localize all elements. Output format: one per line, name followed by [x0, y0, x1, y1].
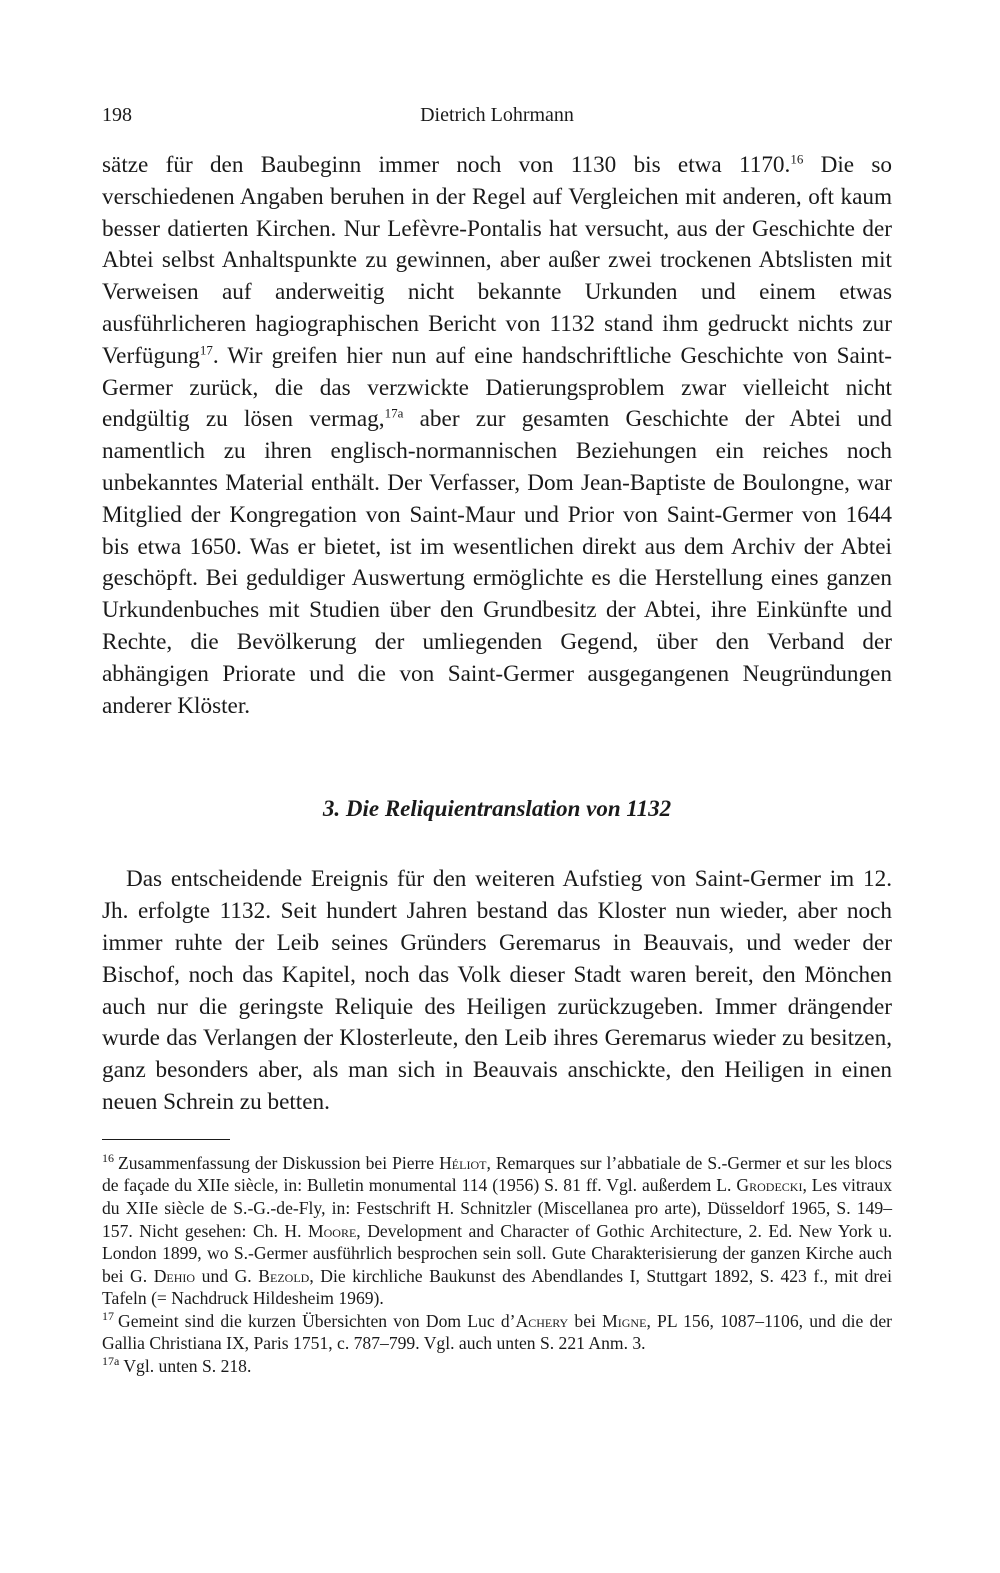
paragraph-text: . Wir greifen hier nun auf eine handschriftliche Geschichte von Saint-Germer zurück, die das verzwickte Datierungsproblem zwar vielleicht nicht endgültig zu lösen vermag, — [102, 342, 892, 433]
author-name: Achery — [515, 1310, 569, 1331]
footnote-divider — [102, 1139, 230, 1140]
author-name: Grodecki — [736, 1175, 803, 1196]
footnote-text: bei — [568, 1310, 603, 1331]
footnote-17a — [102, 1355, 892, 1378]
footnote-17 — [102, 1310, 892, 1355]
section-heading: 3. Die Reliquientranslation von 1132 — [322, 796, 672, 822]
footnote-text: , PL 156, 1087–1106, und die der Gallia Christiana IX, Paris 1751, c. 787–799. Vgl. auch unten S. 221 Anm. 3. — [102, 1310, 892, 1354]
footnote-mark: 17a — [102, 1354, 120, 1369]
footnote-text: Zusammenfassung der Diskussion bei Pierre — [118, 1152, 440, 1173]
footnote-text: und G. — [195, 1265, 259, 1286]
book-page — [102, 100, 892, 1378]
footnote-mark: 17 — [102, 1309, 114, 1324]
footnote-mark: 16 — [102, 1150, 114, 1165]
footnote-text: Vgl. unten S. 218. — [123, 1356, 252, 1377]
footnote-text: , Les vitraux du XIIe siècle de S.-G.-de-Fly, in: Festschrift H. Schnitzler (Miscellanea pro arte), Düsseldorf 1965, S. 149–157. Nicht gesehen: Ch. H. — [102, 1175, 892, 1241]
paragraph-text: aber zur gesamten Geschichte der Abtei und namentlich zu ihren englisch-normannischen Beziehungen ein reiches noch unbekanntes Material enthält. Der Verfasser, Dom Jean-Baptiste de Boulongne, war Mitglied der Kongregation von Saint-Maur und Prior von Saint-Germer von 1644 bis etwa 1650. Was er bietet, ist im wesentlichen direkt aus dem Archiv der Abtei geschöpft. Bei geduldiger Auswertung ermöglichte es die Herstellung eines ganzen Urkundenbuches mit Studien über den Grundbesitz der Abtei, ihre Einkünfte und Rechte, die Bevölkerung der umliegenden Gegend, über den Verband der abhängigen Priorate und die von Saint-Germer ausgegangenen Neugründungen anderer Klöster. — [102, 406, 892, 719]
author-name: Bezold — [258, 1265, 310, 1286]
author-name: Migne — [602, 1310, 647, 1331]
footnote-text: , Die kirchliche Baukunst des Abendlandes I, Stuttgart 1892, S. 423 f., mit drei Tafeln (= Nachdruck Hildesheim 1969). — [102, 1265, 892, 1309]
paragraph-text: sätze für den Baubeginn immer noch von 1130 bis etwa 1170. — [102, 152, 791, 178]
running-head — [102, 100, 892, 130]
footnote-ref-17[interactable]: 17 — [199, 342, 213, 358]
running-head-author: Dietrich Lohrmann — [420, 104, 574, 126]
footnote-16 — [102, 1152, 892, 1310]
footnote-ref-16[interactable]: 16 — [790, 151, 804, 167]
footnote-ref-17a[interactable]: 17a — [384, 405, 404, 421]
page-number: 198 — [102, 104, 132, 126]
paragraph-text: Die so verschiedenen Angaben beruhen in der Regel auf Vergleichen mit anderen, oft kaum besser datierten Kirchen. Nur Lefèvre-Pontalis hat versucht, aus der Geschichte der Abtei selbst Anhaltspunkte zu gewinnen, aber außer zwei trockenen Abtslisten mit Verweisen auf anderweitig nicht bekannte Urkunden und einem etwas ausführlicheren hagiographischen Bericht von 1132 stand ihm gedruckt nichts zur Verfügung — [102, 152, 892, 369]
footnote-text: Gemeint sind die kurzen Übersichten von Dom Luc d’ — [118, 1310, 516, 1331]
footnote-text: , Remarques sur l’abbatiale de S.-Germer et sur les blocs de façade du XIIe siècle, in: Bulletin monumental 114 (1956) S. 81 ff. Vgl. außerdem L. — [102, 1152, 892, 1196]
author-name: Héliot — [439, 1152, 487, 1173]
author-name: Moore — [307, 1220, 357, 1241]
author-name: Dehio — [153, 1265, 196, 1286]
footnote-text: , Development and Character of Gothic Architecture, 2. Ed. New York u. London 1899, wo S.-Germer ausführlich besprochen sein soll. Gute Charakterisierung der ganzen Kirche auch bei G. — [102, 1220, 892, 1286]
body-paragraph-1 — [102, 150, 892, 722]
footnotes — [102, 1152, 892, 1378]
body-paragraph-2: Das entscheidende Ereignis für den weiteren Aufstieg von Saint-Germer im 12. Jh. erfolgte 1132. Seit hundert Jahren bestand das Kloster nun wieder, aber noch immer ruhte der Leib seines Gründers Geremarus in Beauvais, und weder der Bischof, noch das Kapitel, noch das Volk dieser Stadt waren bereit, den Mönchen auch nur die geringste Reliquie des Heiligen zurückzugeben. Immer drängender wurde das Verlangen der Klosterleute, den Leib ihres Geremarus wieder zu besitzen, ganz besonders aber, als man sich in Beauvais anschickte, den Heiligen in einen neuen Schrein zu betten. — [102, 866, 892, 1115]
